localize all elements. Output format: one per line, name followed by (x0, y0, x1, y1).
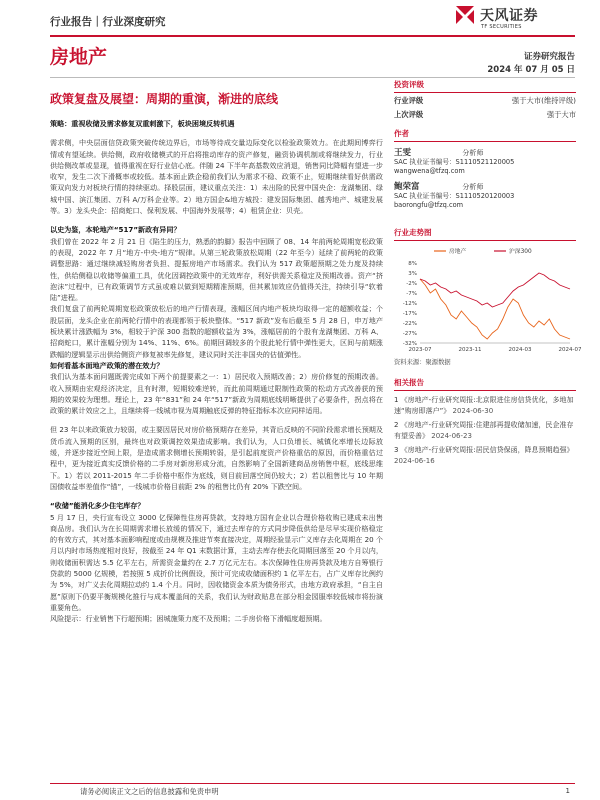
breadcrumb: 行业报告｜行业深度研究 (50, 16, 166, 28)
analyst-1 (394, 146, 576, 176)
footer-divider (50, 783, 575, 784)
related-report-text: 2 《房地产-行业研究周报:住建部再提收储加速，民企准存有望妥善》 (394, 421, 574, 440)
related-report-2[interactable] (394, 420, 576, 442)
heading-storage: “收储”能消化多少住宅库存？ (50, 501, 145, 511)
heading-strategy: 策略：重视收储及需求修复双重刺激下，板块困境反转机遇 (50, 119, 235, 128)
series-line-csi300 (420, 273, 570, 307)
prev-rating-row (394, 107, 576, 121)
report-title: 政策复盘及展望：周期的重演，渐进的底线 (50, 92, 279, 106)
trend-chart-svg (394, 243, 582, 355)
related-report-text: 3 《房地产-行业研究周报:居民信贷保函，降息预期趋强》 (394, 446, 574, 454)
prev-rating-value: 强于大市 (546, 110, 576, 119)
sidebar (394, 76, 582, 470)
report-type: 证券研究报告 (523, 52, 575, 62)
footer-disclaimer: 请务必阅读正文之后的信息披露和免责申明 (80, 787, 219, 796)
y-tick-label: -32% (402, 341, 417, 347)
paragraph-fundamentals-2: 但 23 年以来政策放力较弱，或主要因居民对房价格预期存在差异，其背后反映的不同阶段需求增长预期及货币流入预期的区别，最终也对政策调控效果造成影响。我们认为，人口负增长、城镇化率增长边际放缓，并逐步接近空间上限，是造成需求侧增长预期转弱，是引起前度资产价格重估的原因，而价格重估过程中，更为接近真实反馈价格的二手房对新房形成分流，自然影响了全国新建商品房销售中枢，底线思维下。1）若以 2011-2015 年二手价格中枢作为底线，则目前回落空间仍较大；2）若以租售比与 10 年期国债收益率差值作“锚”，一线城市价格目前距 2% 的租售比仍有 20% 下跌空间。 (50, 425, 383, 491)
paragraph-strategy: 需求侧，中央层面信贷政策突破传统边界后，市场等待成交量边际变化以检验政策效力。在此期间博弈行情或有望延续。供给侧，政府收储模式的开启将推动库存的资产修复，融资协调机制或将继续发力，行业供给侧改革或显现，值得重视在好行业信心底。伴随 24 下半年高基数效应消退，销售同比降幅有望进一步收窄，发生二次下滑概率或较低。基本面止跌企稳前我们认为需求不稳、政策不止，短期继续看好供需政策双向发力对板块行情的持续驱动。择股层面，建议重点关注：1）未出险的民营中国央企：龙湖集团、绿城中国、滨江集团、万科 A/万科企业等。2）地方国企&地方城投：建发国际集团、越秀地产、城建发展等。3）龙头央企：招商蛇口、保利发展、中国海外发展等；4）租赁企业：贝壳。 (50, 138, 383, 216)
analyst-role: 分析师 (462, 149, 484, 157)
analyst-license: SAC 执业证书编号：S1110520120003 (394, 192, 515, 200)
rating-label: 行业评级 (394, 96, 424, 105)
chart-source: 资料来源：聚源数据 (394, 359, 451, 366)
analyst-name: 鲍荣富 (394, 182, 420, 192)
related-reports (394, 395, 576, 467)
risk-warning: 风险提示：行业销售下行超预期；困城施策力度不及预期；二手房价格下滑幅度超预期。 (50, 614, 327, 624)
paragraph-history-2: 我们复盘了前两轮周期宽松政策放松后的地产行情表现，涨幅区间内地产板块均取得一定的超额收益；个股层面，龙头企业在前两轮行情中的表现都领于板块整体。“517 新政”发布后截至 5 月 28 日，申万地产板块累计涨跌幅为 3%，相较于沪深 300 指数的超额收益为 3%，涨幅居前的个股有龙湖集团、万科 A、招商蛇口，累计涨幅分别为 14%、11%、6%。前期回调较多的个股此轮行情中弹性更大，区间与前期涨跌幅的逻辑显示出供给侧资产修复被率先修复，建议同时关注非国央的估值弹性。 (50, 304, 383, 359)
report-date: 2024 年 07 月 05 日 (487, 65, 575, 75)
sector-title: 房地产 (50, 46, 108, 68)
x-tick-label: 2024-07 (558, 347, 582, 353)
logo-mark-icon (454, 4, 476, 26)
heading-fundamentals: 如何看基本面地产政策的潜在效力？ (50, 360, 164, 370)
legend-label: 沪深300 (509, 249, 532, 255)
related-title: 相关报告 (394, 374, 576, 391)
analyst-email[interactable]: baorongfu@tfzq.com (394, 201, 464, 209)
related-report-date: 2024-06-30 (452, 407, 494, 415)
analyst-title: 作者 (394, 125, 576, 142)
analyst-license: SAC 执业证书编号：S1110521120005 (394, 158, 515, 166)
paragraph-fundamentals-1: 我们认为基本面问题既需完成如下两个前提要素之一：1）居民收入预期改善；2）房价修复的预期改善。收入预期由宏观经济决定，且有时滞，短期较难逆转，而此前周期通过限制性政策的松动方式改善获的预期的效果较为理想。理论上，23 年“831”和 24 年“517”新政为周期底线明晰提供了必要条件，拐点将在政策的累计效应之上，且继续将一线城市视为周期触底反弹的特征指标本次应同样适用。 (50, 372, 383, 416)
main-body (50, 118, 383, 624)
related-report-date: 2024-06-16 (394, 457, 435, 465)
y-tick-label: 3% (408, 271, 417, 277)
related-report-3[interactable] (394, 445, 576, 467)
brand-logo (454, 2, 574, 34)
analyst-name: 王雯 (394, 148, 412, 158)
x-tick-label: 2023-07 (408, 347, 432, 353)
x-tick-label: 2023-11 (458, 347, 482, 353)
heading-history: 以史为鉴，本轮地产“517”新政有异同？ (50, 225, 181, 235)
y-tick-label: -27% (402, 331, 417, 337)
y-tick-label: -17% (402, 311, 417, 317)
analyst-role: 分析师 (462, 183, 484, 191)
analyst-2 (394, 180, 576, 210)
rating-title: 投资评级 (394, 76, 576, 93)
related-report-date: 2024-06-23 (431, 432, 472, 440)
y-tick-label: -22% (402, 321, 417, 327)
logo-english: TF SECURITIES (481, 24, 522, 30)
page-number: 1 (565, 787, 570, 795)
paragraph-history-1: 我们曾在 2022 年 2 月 21 日《陷生的压力，熟悉的韵脚》报告中回顾了 08、14 年前两轮周期宽松政策的表现，2022 年 7 月“地方-中央-地方”规律。从第三轮政策放松周期（22 年至今）延续了前两轮的政策调整思路：通过继续减轻购房者负担、提振房地产市场需求。我们认为 517 政策超预期之处力度及持续性，供给侧稳以收储等偏重工具，优化因调控政策中的无效库存，利好供需关系稳定及预期改善。资产“挤泡沫”过程中，已有政策调节方式虽或难以做到短期精准预期，但其累加效应仍值得关注，持续引导“软着陆”进程。 (50, 236, 383, 303)
trend-title: 行业走势图 (394, 224, 576, 241)
analyst-email[interactable]: wangwena@tfzq.com (394, 167, 465, 175)
trend-chart (394, 243, 582, 355)
y-tick-label: -7% (406, 291, 417, 297)
legend-label: 房地产 (449, 249, 467, 255)
x-tick-label: 2024-03 (508, 347, 532, 353)
header-divider (50, 35, 575, 37)
paragraph-storage: 5 月 17 日，央行宣布设立 3000 亿保障性住房再贷款，支持地方国有企业以合理价格收购已建成未出售商品房。我们认为在长周期需求增长放缓的情况下，通过去库存的方式同步降低供给是尽早实现价格稳定的有效方式，其对基本面影响程度或由规模及推进节奏直接决定，周期经验显示广义库存去化周期在 20 个月以内时市场热度相对良好，按截至 24 年 Q1 末数据计算，主动去库存使去化周期回落至 20 个月以内，则收储面积需达 5.5 亿平左右，所需资金量约在 2.7 万亿元左右。本次保障性住房再贷款及地方自筹银行贷款的 5000 亿规模，若按照 5 成折价比例假设，预计可完成收储面积约 1 亿平左右，占广义库存比例约为 5%，对广义去化周期拉动约 1.4 个月。同时，因收储资金本质为债务形式，由地方政府承担，“自主自愿”原则下仍要平衡规模化推行与成本覆盖间的关系，我们认为财政贴息在部分相金园服率较低城市将扮演重要角色。 (50, 512, 383, 612)
y-tick-label: -2% (406, 281, 417, 287)
related-report-text: 1 《房地产-行业研究周报:北京限进住房信贷优化，多地加速“购房即落户”》 (394, 396, 574, 415)
prev-rating-label: 上次评级 (394, 110, 424, 119)
y-tick-label: 8% (408, 261, 417, 267)
rating-row (394, 93, 576, 107)
y-tick-label: -12% (402, 301, 417, 307)
related-report-1[interactable] (394, 395, 576, 417)
rating-value: 强于大市(维持评级) (511, 96, 576, 105)
logo-name: 天风证券 (480, 8, 538, 24)
